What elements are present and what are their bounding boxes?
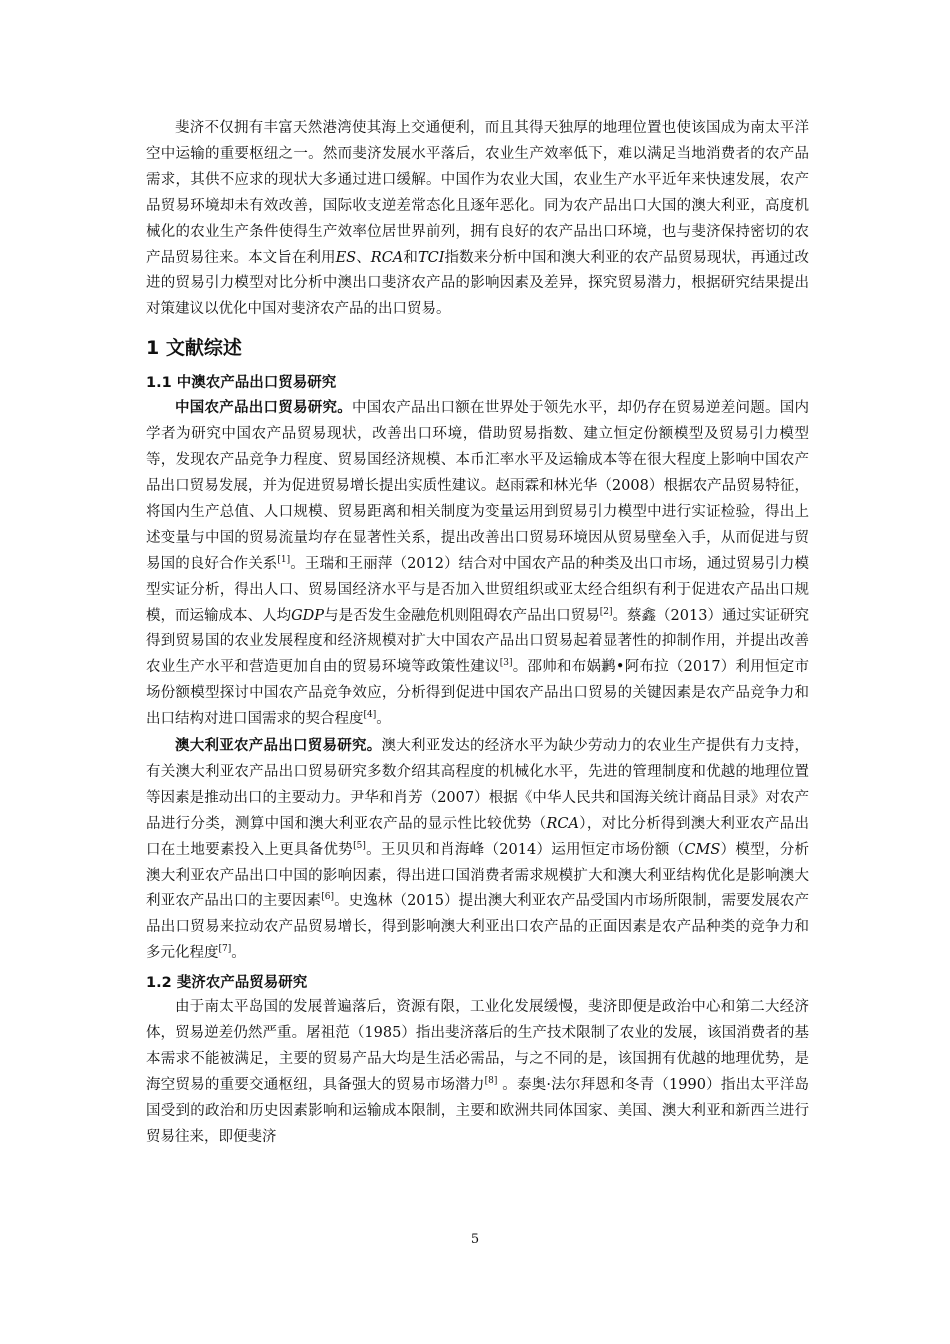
citation-ref: [3] [499,658,513,669]
paragraph-fiji-trade [146,995,809,1150]
citation-ref: [7] [218,944,232,955]
subsection-heading-1-2: 1.2 斐济农产品贸易研究 [146,975,308,992]
paragraph-text: 。王瑞和王丽萍（2012）结合对中国农产品的种类及出口市场，通过贸易引力模型实证分析，得出人口、贸易国经济水平与是否加入世贸组织或亚太经合组织有利于促进农产品出口规模，而运输成本、人均 [146,555,810,624]
paragraph-china-export [146,395,809,733]
paragraph-text: 中国农产品出口额在世界处于领先水平，却仍存在贸易逆差问题。国内学者为研究中国农产品贸易现状，改善出口环境，借助贸易指数、建立恒定份额模型及贸易引力模型等，发现农产品竞争力程度、贸易国经济规模、本币汇率水平及运输成本等在很大程度上影响中国农产品出口贸易发展，并为促进贸易增长提出实质性建议。赵雨霖和林光华（2008）根据农产品贸易特征，将国内生产总值、人口规模、贸易距离和相关制度为变量运用到贸易引力模型中进行实证检验，得出上述变量与中国的贸易流量均存在显著性关系，提出改善出口贸易环境因从贸易壁垒入手，从而促进与贸易国的良好合作关系 [146,400,809,572]
formula-rca: RCA [370,249,404,266]
section-heading-literature-review: 1 文献综述 [146,337,242,360]
subsection-heading-1-1: 1.1 中澳农产品出口贸易研究 [146,375,337,392]
paragraph-text: 。泰奥·法尔拜恩和冬青（1990）指出太平洋岛国受到的政治和历史因素影响和运输成本限制，主要和欧洲共同体国家、美国、澳大利亚和新西兰进行贸易往来，即便斐济 [146,1076,810,1145]
page-number: 5 [470,1232,480,1247]
intro-sep: 、 [356,249,371,266]
paragraph-australia-export [146,733,809,967]
formula-cms: CMS [684,841,721,858]
paragraph-text: 。邵帅和布娲鹣•阿布拉（2017）利用恒定市场份额模型探讨中国农产品竞争效应，分析得到促进中国农产品出口贸易的关键因素是农产品竞争力和出口结构对进口国需求的契合程度 [146,659,810,728]
formula-es: ES [335,249,357,266]
paragraph-text: 。 [231,945,246,962]
intro-sep: 和 [403,249,418,266]
citation-ref: [2] [599,606,613,617]
formula-gdp: GDP [291,607,325,624]
citation-ref: [4] [363,710,377,721]
paragraph-text: 由于南太平岛国的发展普遍落后，资源有限，工业化发展缓慢，斐济即便是政治中心和第二大经济体，贸易逆差仍然严重。屠祖范（1985）指出斐济落后的生产技术限制了农业的发展，该国消费者的基本需求不能被满足，主要的贸易产品大均是生活必需品，与之不同的是，该国拥有优越的地理优势，是海空贸易的重要交通枢纽，具备强大的贸易市场潜力 [146,999,809,1093]
formula-tci: TCI [417,249,445,266]
paragraph-text: ）模型，分析澳大利亚农产品出口中国的影响因素，得出进口国消费者需求规模扩大和澳大利亚结构优化是影响澳大利亚农产品出口的主要因素 [146,841,810,910]
paragraph-text: 。史逸林（2015）提出澳大利亚农产品受国内市场所限制，需要发展农产品出口贸易来拉动农产品贸易增长，得到影响澳大利亚出口农产品的正面因素是农产品种类的竞争力和多元化程度 [146,893,809,962]
paragraph-lead: 澳大利亚农产品出口贸易研究。 [175,737,382,755]
paragraph-lead: 中国农产品出口贸易研究。 [175,399,352,417]
intro-text: 指数来分析中国和澳大利亚的农产品贸易现状，再通过改进的贸易引力模型对比分析中澳出口斐济农产品的影响因素及差异，探究贸易潜力，根据研究结果提出对策建议以优化中国对斐济农产品的出口贸易。 [146,249,810,318]
intro-paragraph [146,116,809,323]
citation-ref: [5] [353,840,366,851]
formula-rca: RCA [546,815,579,832]
paragraph-text: 。 [376,711,391,728]
page-body [146,116,809,1151]
citation-ref: [8] [484,1076,498,1087]
citation-ref: [6] [321,892,334,903]
citation-ref: [1] [277,554,291,565]
paragraph-text: 。王贝贝和肖海峰（2014）运用恒定市场份额（ [365,841,685,858]
paragraph-text: 与是否发生金融危机则阻碍农产品出口贸易 [324,607,600,624]
intro-text: 斐济不仅拥有丰富天然港湾使其海上交通便利，而且其得天独厚的地理位置也使该国成为南太平洋空中运输的重要枢纽之一。然而斐济发展水平落后，农业生产效率低下，难以满足当地消费者的农产品需求，其供不应求的现状大多通过进口缓解。中国作为农业大国，农业生产水平近年来快速发展，农产品贸易环境却未有效改善，国际收支逆差常态化且逐年恶化。同为农产品出口大国的澳大利亚，高度机械化的农业生产条件使得生产效率位居世界前列，拥有良好的农产品出口环境，也与斐济保持密切的农产品贸易往来。本文旨在利用 [146,120,809,266]
paragraph-text: 澳大利亚发达的经济水平为缺少劳动力的农业生产提供有力支持，有关澳大利亚农产品出口贸易研究多数介绍其高程度的机械化水平，先进的管理制度和优越的地理位置等因素是推动出口的主要动力。尹华和肖芳（2007）根据《中华人民共和国海关统计商品目录》对农产品进行分类，测算中国和澳大利亚农产品的显示性比较优势（ [146,738,809,832]
paragraph-text: 。蔡鑫（2013）通过实证研究得到贸易国的农业发展程度和经济规模对扩大中国农产品出口贸易起着显著性的抑制作用，并提出改善农业生产水平和营造更加自由的贸易环境等政策性建议 [146,607,810,676]
paragraph-text: ），对比分析得到澳大利亚农产品出口在土地要素投入上更具备优势 [146,815,810,858]
